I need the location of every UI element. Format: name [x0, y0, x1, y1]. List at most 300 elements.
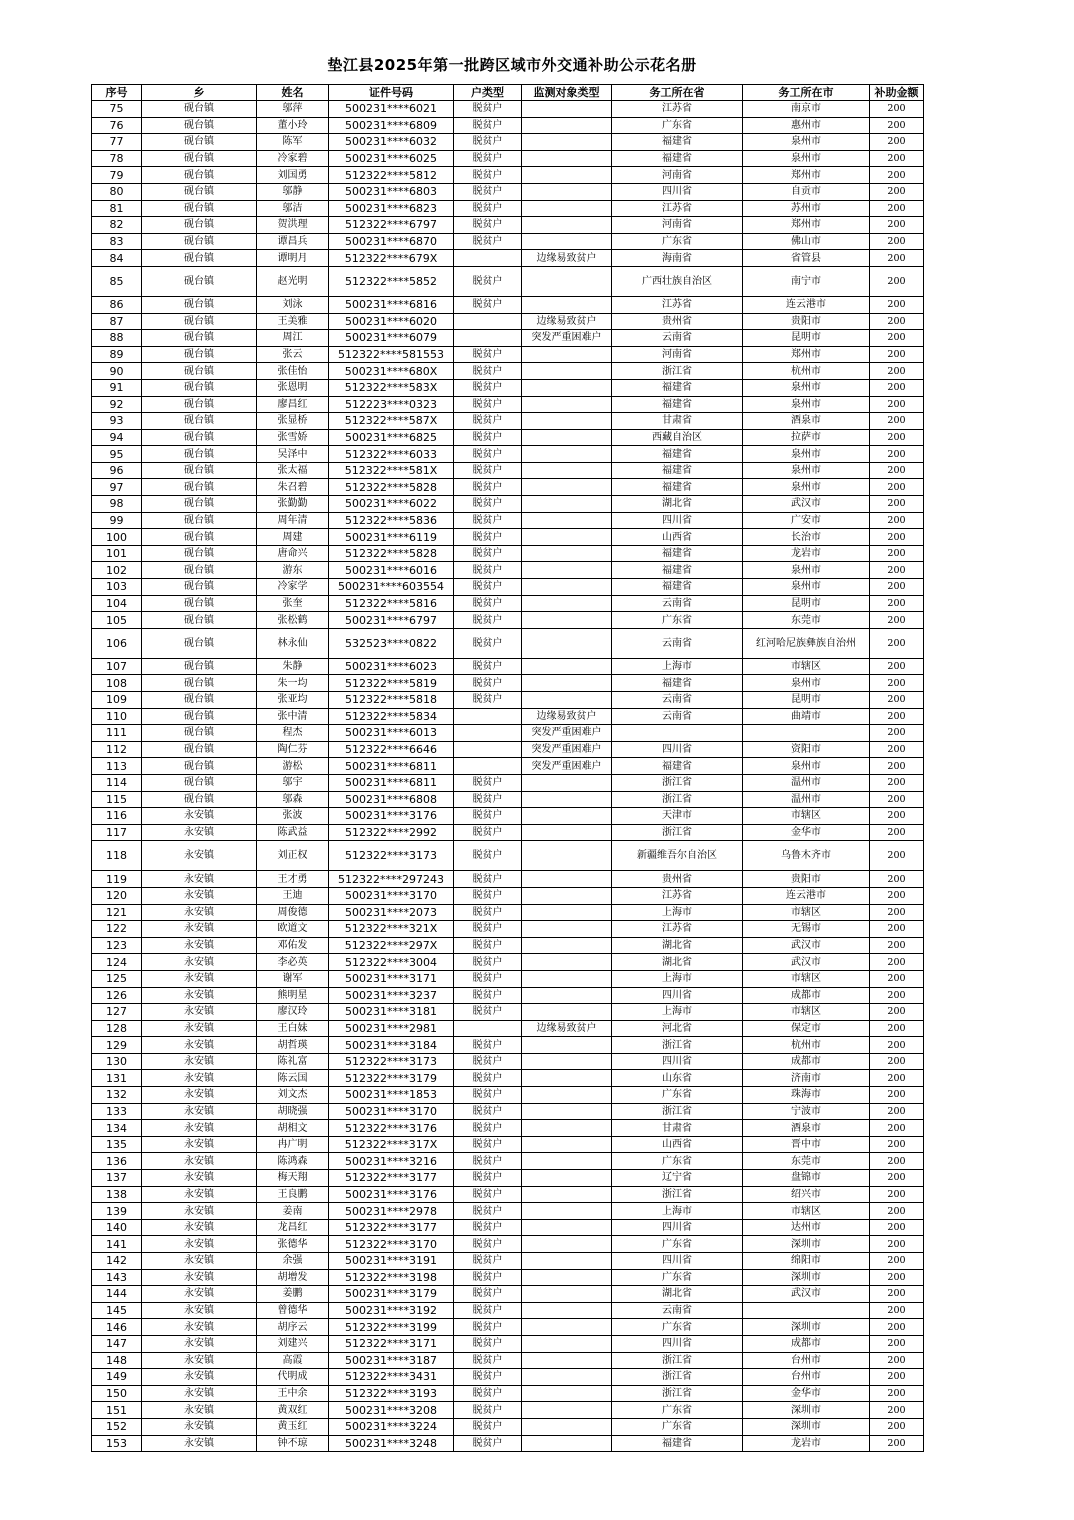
cell-id-number: 500231****3179 [329, 1286, 454, 1303]
cell-work-city: 曲靖市 [743, 708, 870, 725]
cell-work-province: 云南省 [612, 692, 743, 709]
cell-id-number: 512322****321X [329, 921, 454, 938]
cell-monitoring-type [522, 562, 612, 579]
cell-work-province: 四川省 [612, 1253, 743, 1270]
header-township: 乡 [142, 85, 257, 101]
cell-name: 游松 [257, 758, 329, 775]
table-row [92, 937, 924, 954]
cell-work-city: 昆明市 [743, 692, 870, 709]
cell-work-province: 河南省 [612, 217, 743, 234]
cell-monitoring-type [522, 529, 612, 546]
cell-work-city: 贵阳市 [743, 313, 870, 330]
cell-monitoring-type [522, 1203, 612, 1220]
cell-work-province: 广东省 [612, 1402, 743, 1419]
cell-monitoring-type: 突发严重困难户 [522, 741, 612, 758]
cell-id-number: 500231****3248 [329, 1435, 454, 1452]
cell-work-city: 市辖区 [743, 904, 870, 921]
cell-id-number: 500231****6025 [329, 150, 454, 167]
table-row [92, 1136, 924, 1153]
cell-work-province: 福建省 [612, 150, 743, 167]
cell-household-type: 脱贫户 [454, 1170, 522, 1187]
cell-township: 永安镇 [142, 1219, 257, 1236]
cell-name: 陈云国 [257, 1070, 329, 1087]
cell-subsidy-amount: 200 [870, 479, 924, 496]
cell-work-province: 广东省 [612, 1236, 743, 1253]
cell-work-province: 浙江省 [612, 1369, 743, 1386]
cell-monitoring-type [522, 1269, 612, 1286]
cell-id-number: 500231****3181 [329, 1004, 454, 1021]
table-row [92, 954, 924, 971]
table-row [92, 413, 924, 430]
table-row [92, 1037, 924, 1054]
cell-work-province: 浙江省 [612, 1385, 743, 1402]
cell-monitoring-type [522, 134, 612, 151]
cell-seq: 103 [92, 579, 142, 596]
cell-monitoring-type: 边缘易致贫户 [522, 250, 612, 267]
cell-monitoring-type [522, 429, 612, 446]
cell-name: 吴泽中 [257, 446, 329, 463]
cell-id-number: 512322****3173 [329, 841, 454, 871]
cell-work-city: 武汉市 [743, 496, 870, 513]
cell-work-city: 资阳市 [743, 741, 870, 758]
cell-name: 高霞 [257, 1352, 329, 1369]
cell-work-province: 广东省 [612, 1269, 743, 1286]
cell-name: 刘正权 [257, 841, 329, 871]
cell-subsidy-amount: 200 [870, 1269, 924, 1286]
cell-monitoring-type [522, 296, 612, 313]
table-row [92, 200, 924, 217]
cell-work-city: 酒泉市 [743, 413, 870, 430]
cell-township: 砚台镇 [142, 758, 257, 775]
cell-work-province: 云南省 [612, 595, 743, 612]
cell-id-number: 512322****5812 [329, 167, 454, 184]
cell-id-number: 512322****3171 [329, 1335, 454, 1352]
cell-subsidy-amount: 200 [870, 1302, 924, 1319]
cell-subsidy-amount: 200 [870, 313, 924, 330]
cell-township: 砚台镇 [142, 446, 257, 463]
cell-seq: 124 [92, 954, 142, 971]
cell-seq: 125 [92, 970, 142, 987]
cell-monitoring-type [522, 167, 612, 184]
cell-name: 邬洁 [257, 200, 329, 217]
cell-township: 砚台镇 [142, 675, 257, 692]
cell-work-city: 连云港市 [743, 296, 870, 313]
cell-work-province: 福建省 [612, 545, 743, 562]
cell-monitoring-type [522, 774, 612, 791]
cell-household-type: 脱贫户 [454, 871, 522, 888]
cell-seq: 143 [92, 1269, 142, 1286]
cell-township: 砚台镇 [142, 462, 257, 479]
table-row [92, 791, 924, 808]
cell-id-number: 512322****587X [329, 413, 454, 430]
header-work-province: 务工所在省 [612, 85, 743, 101]
cell-household-type: 脱贫户 [454, 1203, 522, 1220]
cell-work-province: 福建省 [612, 379, 743, 396]
cell-id-number: 512322****3177 [329, 1219, 454, 1236]
cell-household-type: 脱贫户 [454, 1103, 522, 1120]
cell-name: 陈礼富 [257, 1053, 329, 1070]
cell-seq: 150 [92, 1385, 142, 1402]
cell-township: 永安镇 [142, 1269, 257, 1286]
cell-monitoring-type [522, 1087, 612, 1104]
cell-id-number: 532523****0822 [329, 628, 454, 658]
cell-work-province: 浙江省 [612, 791, 743, 808]
cell-township: 永安镇 [142, 1120, 257, 1137]
cell-township: 砚台镇 [142, 429, 257, 446]
cell-subsidy-amount: 200 [870, 183, 924, 200]
cell-household-type: 脱贫户 [454, 1136, 522, 1153]
cell-township: 永安镇 [142, 871, 257, 888]
cell-seq: 129 [92, 1037, 142, 1054]
cell-monitoring-type [522, 808, 612, 825]
cell-household-type: 脱贫户 [454, 692, 522, 709]
cell-subsidy-amount: 200 [870, 330, 924, 347]
cell-name: 刘泳 [257, 296, 329, 313]
cell-id-number: 500231****3208 [329, 1402, 454, 1419]
cell-subsidy-amount: 200 [870, 1037, 924, 1054]
cell-subsidy-amount: 200 [870, 545, 924, 562]
cell-household-type: 脱贫户 [454, 150, 522, 167]
cell-name: 欧道文 [257, 921, 329, 938]
cell-township: 砚台镇 [142, 562, 257, 579]
subsidy-roster-table [91, 84, 924, 1452]
cell-monitoring-type [522, 1186, 612, 1203]
cell-township: 永安镇 [142, 904, 257, 921]
cell-township: 永安镇 [142, 954, 257, 971]
cell-work-province: 广西壮族自治区 [612, 266, 743, 296]
cell-work-city: 晋中市 [743, 1136, 870, 1153]
cell-id-number: 512322****6797 [329, 217, 454, 234]
cell-work-city: 惠州市 [743, 117, 870, 134]
cell-work-province: 广东省 [612, 1153, 743, 1170]
cell-work-city: 成都市 [743, 1053, 870, 1070]
cell-id-number: 500231****6811 [329, 758, 454, 775]
cell-subsidy-amount: 200 [870, 579, 924, 596]
cell-township: 永安镇 [142, 1153, 257, 1170]
cell-seq: 152 [92, 1418, 142, 1435]
cell-township: 砚台镇 [142, 101, 257, 118]
cell-monitoring-type [522, 1136, 612, 1153]
cell-name: 龙昌红 [257, 1219, 329, 1236]
cell-subsidy-amount: 200 [870, 346, 924, 363]
cell-name: 钟不琼 [257, 1435, 329, 1452]
cell-id-number: 500231****6020 [329, 313, 454, 330]
cell-work-city: 市辖区 [743, 1004, 870, 1021]
cell-subsidy-amount: 200 [870, 1352, 924, 1369]
cell-name: 梅天翔 [257, 1170, 329, 1187]
cell-seq: 80 [92, 183, 142, 200]
cell-work-city: 武汉市 [743, 954, 870, 971]
cell-household-type: 脱贫户 [454, 904, 522, 921]
cell-township: 砚台镇 [142, 296, 257, 313]
cell-work-city: 长治市 [743, 529, 870, 546]
cell-work-city: 市辖区 [743, 658, 870, 675]
cell-seq: 91 [92, 379, 142, 396]
cell-work-province: 福建省 [612, 1435, 743, 1452]
cell-name: 刘建兴 [257, 1335, 329, 1352]
cell-seq: 131 [92, 1070, 142, 1087]
cell-work-city: 温州市 [743, 791, 870, 808]
cell-monitoring-type [522, 1120, 612, 1137]
cell-id-number: 500231****3176 [329, 808, 454, 825]
cell-id-number: 512322****583X [329, 379, 454, 396]
table-row [92, 808, 924, 825]
cell-seq: 84 [92, 250, 142, 267]
cell-work-province: 山西省 [612, 1136, 743, 1153]
cell-id-number: 500231****2978 [329, 1203, 454, 1220]
cell-name: 张松鹤 [257, 612, 329, 629]
cell-township: 砚台镇 [142, 741, 257, 758]
cell-monitoring-type [522, 1352, 612, 1369]
cell-id-number: 500231****6021 [329, 101, 454, 118]
cell-work-province: 江苏省 [612, 200, 743, 217]
cell-monitoring-type [522, 841, 612, 871]
cell-name: 张勤勤 [257, 496, 329, 513]
cell-work-province: 湖北省 [612, 954, 743, 971]
cell-subsidy-amount: 200 [870, 1103, 924, 1120]
cell-township: 砚台镇 [142, 150, 257, 167]
table-row [92, 675, 924, 692]
cell-seq: 153 [92, 1435, 142, 1452]
cell-subsidy-amount: 200 [870, 612, 924, 629]
cell-id-number: 500231****6803 [329, 183, 454, 200]
cell-name: 代明成 [257, 1369, 329, 1386]
table-row [92, 1170, 924, 1187]
cell-work-city: 红河哈尼族彝族自治州 [743, 628, 870, 658]
cell-work-city: 深圳市 [743, 1319, 870, 1336]
cell-id-number: 512322****6646 [329, 741, 454, 758]
cell-id-number: 500231****6032 [329, 134, 454, 151]
cell-household-type: 脱贫户 [454, 1352, 522, 1369]
cell-id-number: 512322****581X [329, 462, 454, 479]
cell-name: 曾德华 [257, 1302, 329, 1319]
cell-name: 朱一均 [257, 675, 329, 692]
cell-name: 张奎 [257, 595, 329, 612]
cell-work-city: 市辖区 [743, 1203, 870, 1220]
cell-name: 廖昌红 [257, 396, 329, 413]
cell-name: 谭明月 [257, 250, 329, 267]
cell-seq: 100 [92, 529, 142, 546]
cell-id-number: 512322****297X [329, 937, 454, 954]
cell-household-type: 脱贫户 [454, 658, 522, 675]
cell-work-province: 福建省 [612, 396, 743, 413]
cell-household-type: 脱贫户 [454, 1087, 522, 1104]
cell-monitoring-type [522, 658, 612, 675]
table-row [92, 1418, 924, 1435]
cell-monitoring-type [522, 217, 612, 234]
cell-name: 姜南 [257, 1203, 329, 1220]
cell-monitoring-type: 突发严重困难户 [522, 725, 612, 742]
cell-id-number: 512322****3179 [329, 1070, 454, 1087]
cell-name: 冷家碧 [257, 150, 329, 167]
cell-township: 永安镇 [142, 1053, 257, 1070]
cell-subsidy-amount: 200 [870, 937, 924, 954]
cell-seq: 98 [92, 496, 142, 513]
cell-work-province: 广东省 [612, 1087, 743, 1104]
cell-township: 砚台镇 [142, 692, 257, 709]
cell-work-city: 郑州市 [743, 346, 870, 363]
cell-work-province: 云南省 [612, 1302, 743, 1319]
cell-subsidy-amount: 200 [870, 1004, 924, 1021]
cell-subsidy-amount: 200 [870, 708, 924, 725]
cell-township: 永安镇 [142, 808, 257, 825]
cell-monitoring-type [522, 824, 612, 841]
cell-household-type: 脱贫户 [454, 1286, 522, 1303]
cell-household-type: 脱贫户 [454, 562, 522, 579]
cell-township: 永安镇 [142, 1186, 257, 1203]
cell-seq: 113 [92, 758, 142, 775]
cell-work-province: 浙江省 [612, 1186, 743, 1203]
table-row [92, 1319, 924, 1336]
cell-monitoring-type [522, 200, 612, 217]
cell-work-province: 浙江省 [612, 363, 743, 380]
cell-work-province: 山东省 [612, 1070, 743, 1087]
table-row [92, 233, 924, 250]
cell-work-province: 四川省 [612, 1053, 743, 1070]
cell-household-type: 脱贫户 [454, 579, 522, 596]
cell-work-city: 郑州市 [743, 217, 870, 234]
cell-township: 永安镇 [142, 1203, 257, 1220]
cell-work-city: 成都市 [743, 1335, 870, 1352]
table-row [92, 758, 924, 775]
cell-subsidy-amount: 200 [870, 117, 924, 134]
cell-name: 刘文杰 [257, 1087, 329, 1104]
cell-township: 砚台镇 [142, 233, 257, 250]
header-subsidy-amount: 补助金额 [870, 85, 924, 101]
cell-work-city: 保定市 [743, 1020, 870, 1037]
cell-work-province: 广东省 [612, 1319, 743, 1336]
cell-work-province: 河北省 [612, 1020, 743, 1037]
cell-subsidy-amount: 200 [870, 808, 924, 825]
cell-monitoring-type [522, 1219, 612, 1236]
cell-monitoring-type: 边缘易致贫户 [522, 313, 612, 330]
cell-seq: 96 [92, 462, 142, 479]
table-row [92, 562, 924, 579]
cell-name: 张太福 [257, 462, 329, 479]
cell-name: 张云 [257, 346, 329, 363]
cell-monitoring-type [522, 117, 612, 134]
cell-township: 永安镇 [142, 937, 257, 954]
cell-seq: 133 [92, 1103, 142, 1120]
table-row [92, 725, 924, 742]
cell-work-city: 金华市 [743, 824, 870, 841]
cell-id-number: 500231****6811 [329, 774, 454, 791]
cell-subsidy-amount: 200 [870, 692, 924, 709]
cell-subsidy-amount: 200 [870, 250, 924, 267]
cell-seq: 79 [92, 167, 142, 184]
cell-monitoring-type [522, 579, 612, 596]
cell-household-type [454, 313, 522, 330]
cell-work-city: 乌鲁木齐市 [743, 841, 870, 871]
cell-township: 砚台镇 [142, 363, 257, 380]
cell-name: 胡序云 [257, 1319, 329, 1336]
table-row [92, 363, 924, 380]
table-row [92, 1335, 924, 1352]
table-row [92, 824, 924, 841]
cell-seq: 151 [92, 1402, 142, 1419]
cell-seq: 101 [92, 545, 142, 562]
cell-work-city: 市辖区 [743, 808, 870, 825]
table-row [92, 612, 924, 629]
cell-work-city: 杭州市 [743, 363, 870, 380]
cell-seq: 93 [92, 413, 142, 430]
cell-monitoring-type [522, 921, 612, 938]
table-row [92, 1070, 924, 1087]
cell-id-number: 512322****2992 [329, 824, 454, 841]
cell-name: 熊明星 [257, 987, 329, 1004]
cell-work-province: 四川省 [612, 1219, 743, 1236]
table-body [92, 101, 924, 1452]
cell-work-province: 上海市 [612, 970, 743, 987]
cell-household-type: 脱贫户 [454, 1120, 522, 1137]
cell-household-type: 脱贫户 [454, 1236, 522, 1253]
cell-township: 永安镇 [142, 824, 257, 841]
cell-work-city: 昆明市 [743, 595, 870, 612]
cell-subsidy-amount: 200 [870, 529, 924, 546]
cell-household-type: 脱贫户 [454, 887, 522, 904]
cell-id-number: 500231****3176 [329, 1186, 454, 1203]
cell-subsidy-amount: 200 [870, 987, 924, 1004]
cell-seq: 86 [92, 296, 142, 313]
cell-monitoring-type [522, 937, 612, 954]
cell-subsidy-amount: 200 [870, 363, 924, 380]
cell-work-city: 深圳市 [743, 1402, 870, 1419]
cell-name: 朱静 [257, 658, 329, 675]
cell-household-type: 脱贫户 [454, 117, 522, 134]
cell-household-type: 脱贫户 [454, 183, 522, 200]
header-id-number: 证件号码 [329, 85, 454, 101]
cell-work-city: 泉州市 [743, 675, 870, 692]
cell-name: 王迪 [257, 887, 329, 904]
cell-seq: 141 [92, 1236, 142, 1253]
cell-household-type: 脱贫户 [454, 1319, 522, 1336]
cell-township: 砚台镇 [142, 379, 257, 396]
cell-monitoring-type [522, 1004, 612, 1021]
cell-township: 砚台镇 [142, 117, 257, 134]
cell-seq: 146 [92, 1319, 142, 1336]
cell-monitoring-type [522, 1385, 612, 1402]
cell-township: 砚台镇 [142, 529, 257, 546]
cell-name: 胡哲瑛 [257, 1037, 329, 1054]
cell-work-province: 云南省 [612, 628, 743, 658]
cell-township: 砚台镇 [142, 791, 257, 808]
cell-monitoring-type [522, 1335, 612, 1352]
cell-name: 邬宇 [257, 774, 329, 791]
cell-monitoring-type: 突发严重困难户 [522, 758, 612, 775]
cell-monitoring-type [522, 1070, 612, 1087]
cell-work-city: 台州市 [743, 1352, 870, 1369]
cell-household-type: 脱贫户 [454, 1004, 522, 1021]
cell-subsidy-amount: 200 [870, 595, 924, 612]
cell-id-number: 512223****0323 [329, 396, 454, 413]
cell-township: 永安镇 [142, 921, 257, 938]
cell-name: 姜鹏 [257, 1286, 329, 1303]
table-row [92, 741, 924, 758]
cell-household-type: 脱贫户 [454, 1153, 522, 1170]
cell-work-city: 南宁市 [743, 266, 870, 296]
cell-work-city: 泉州市 [743, 462, 870, 479]
cell-work-city: 佛山市 [743, 233, 870, 250]
cell-monitoring-type [522, 1170, 612, 1187]
cell-seq: 75 [92, 101, 142, 118]
cell-household-type: 脱贫户 [454, 429, 522, 446]
cell-subsidy-amount: 200 [870, 1203, 924, 1220]
cell-id-number: 512322****5828 [329, 545, 454, 562]
cell-id-number: 500231****6016 [329, 562, 454, 579]
cell-monitoring-type [522, 479, 612, 496]
cell-subsidy-amount: 200 [870, 379, 924, 396]
cell-monitoring-type [522, 1302, 612, 1319]
